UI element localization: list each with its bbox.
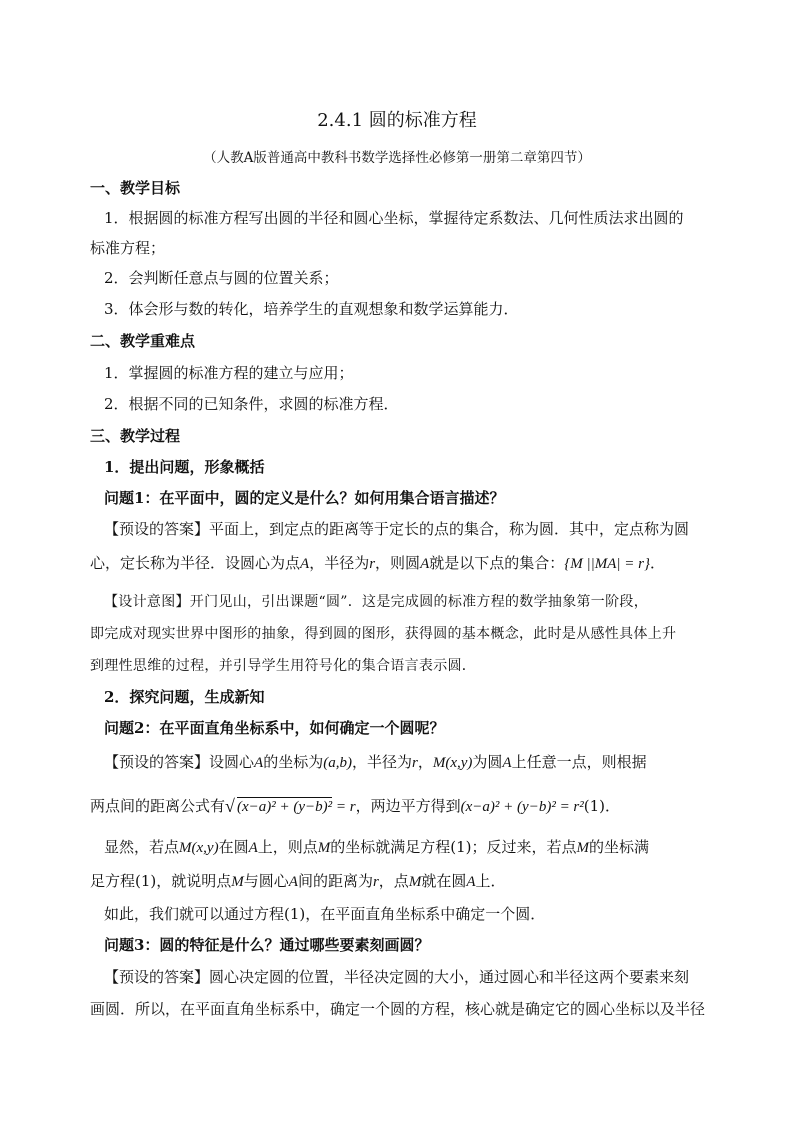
sqrt-expression: √ (x−a)² + (y−b)²: [225, 799, 332, 816]
answer-1-line-1: 【预设的答案】平面上，到定点的距离等于定长的点的集合，称为圆．其中，定点称为圆: [104, 520, 690, 538]
design-intent-line-2: 即完成对现实世界中图形的抽象，得到圆的图形，获得圆的基本概念，此时是从感性具体上升: [90, 626, 677, 642]
observation-line-1: 显然，若点M(x,y)在圆A上，则点M的坐标就满足方程(1)；反过来，若点M的坐标满: [104, 838, 650, 856]
section-heading-key-points: 二、教学重难点: [90, 332, 196, 350]
design-intent-line-1: 【设计意图】开门见山，引出课题“圆”．这是完成圆的标准方程的数学抽象第一阶段，: [104, 594, 649, 610]
question-3: 问题3：圆的特征是什么？通过哪些要素刻画圆？: [104, 936, 430, 954]
goal-1-cont: 标准方程；: [90, 239, 166, 257]
question-1: 问题1：在平面中，圆的定义是什么？如何用集合语言描述？: [104, 489, 505, 507]
goal-2: 2．会判断任意点与圆的位置关系；: [104, 269, 339, 287]
observation-line-2: 足方程(1)，就说明点M与圆心A间的距离为r，点M就在圆A上．: [90, 872, 506, 890]
answer-1-line-2: 心，定长称为半径．设圆心为点A，半径为r，则圆A就是以下点的集合：{M ||MA| = r}．: [90, 554, 665, 572]
page-title: 2.4.1 圆的标准方程: [317, 110, 477, 131]
goal-3: 3．体会形与数的转化，培养学生的直观想象和数学运算能力．: [104, 300, 519, 318]
step-1-heading: 1．提出问题，形象概括: [104, 458, 265, 476]
answer-3-line-1: 【预设的答案】圆心决定圆的位置，半径决定圆的大小，通过圆心和半径这两个要素来刻: [104, 968, 690, 986]
step-2-heading: 2．探究问题，生成新知: [104, 688, 265, 706]
key-point-1: 1．掌握圆的标准方程的建立与应用；: [104, 364, 354, 382]
set-notation: {M ||MA| = r}: [564, 556, 650, 572]
page-subtitle: （人教A版普通高中教科书数学选择性必修第一册第二章第四节）: [203, 150, 591, 166]
answer-2-line-1: 【预设的答案】设圆心A的坐标为(a,b)，半径为r，M(x,y)为圆A上任意一点，则根据: [104, 753, 647, 771]
section-heading-goals: 一、教学目标: [90, 179, 181, 197]
observation-line-3: 如此，我们就可以通过方程(1)，在平面直角坐标系中确定一个圆．: [104, 905, 546, 923]
key-point-2: 2．根据不同的已知条件，求圆的标准方程．: [104, 395, 399, 413]
design-intent-line-3: 到理性思维的过程，并引导学生用符号化的集合语言表示圆．: [90, 658, 477, 674]
answer-2-line-2: 两点间的距离公式有√ (x−a)² + (y−b)² = r，两边平方得到(x−a)² + (y−b)² = r²(1)．: [90, 795, 620, 816]
goal-1: 1．根据圆的标准方程写出圆的半径和圆心坐标，掌握待定系数法、几何性质法求出圆的: [104, 209, 684, 227]
answer-3-line-2: 画圆．所以，在平面直角坐标系中，确定一个圆的方程，核心就是确定它的圆心坐标以及半径: [90, 1000, 706, 1018]
question-2: 问题2：在平面直角坐标系中，如何确定一个圆呢？: [104, 719, 445, 737]
section-heading-process: 三、教学过程: [90, 427, 181, 445]
